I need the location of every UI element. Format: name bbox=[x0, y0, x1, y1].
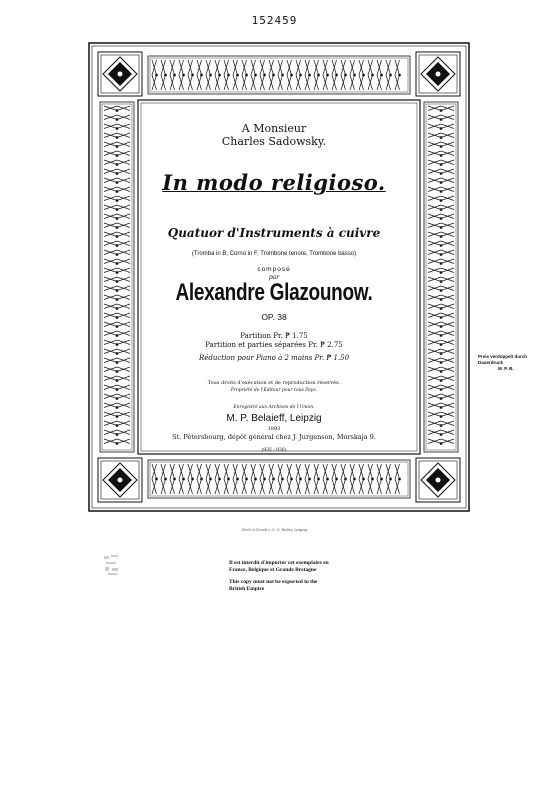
export-notice bbox=[229, 560, 449, 598]
opus-number: OP. 38 bbox=[261, 312, 287, 322]
compose-label: composé bbox=[257, 266, 291, 273]
registration-notice: Enregistré aux Archives de l'Union. bbox=[233, 405, 315, 410]
work-title: In modo religioso. bbox=[162, 170, 386, 195]
dedication-line-1: A Monsieur bbox=[241, 122, 307, 135]
notice-en-line-1: This copy must not be exported to the bbox=[229, 579, 318, 585]
title-panel bbox=[146, 108, 402, 460]
price-score: Partition Pr. ₱ 1.75 bbox=[240, 332, 308, 340]
dedication-line-2: Charles Sadowsky. bbox=[221, 135, 327, 148]
dedication bbox=[146, 122, 402, 148]
plate-number: (935 - 936) bbox=[261, 448, 287, 453]
rights-notice: Tous droits d'exécution et de reproduction réservés. bbox=[207, 380, 341, 386]
price-stamp-line-1: Preis verdoppelt durch Dauerdruck bbox=[478, 354, 528, 365]
price-stamp-line-2: M. P. B. bbox=[498, 366, 514, 371]
price-parts: Partition et parties séparées Pr. ₱ 2.75 bbox=[205, 341, 343, 349]
par-label: par bbox=[268, 274, 280, 281]
notice-en-line-2: British Empire bbox=[229, 586, 265, 592]
library-stamp-mark bbox=[102, 553, 128, 579]
property-notice: Propriété de l'Éditeur pour tous Pays. bbox=[230, 388, 318, 393]
publisher: M. P. Belaieff, Leipzig bbox=[226, 413, 322, 424]
work-subtitle: Quatuor d'Instruments à cuivre bbox=[167, 226, 381, 240]
notice-fr-line-2: France, Belgique et Grande Bretagne bbox=[229, 567, 317, 573]
composer-name: Alexandre Glazounow. bbox=[175, 280, 373, 307]
depot-address: St. Pétersbourg, dépôt général chez J. Jurgenson, Morskaja 9. bbox=[172, 433, 376, 441]
notice-fr-line-1: Il est interdit d'importer cet exemplaire en bbox=[229, 560, 329, 566]
price-stamp bbox=[478, 354, 549, 372]
instrumentation: (Tromba in B, Corno in F, Trombone tenore, Trombone basso) bbox=[191, 251, 357, 257]
publication-year: 1893 bbox=[267, 426, 281, 432]
printer-credit: Stich & Druck v. C. G. Röder, Leipzig bbox=[241, 528, 308, 532]
price-piano: Réduction pour Piano à 2 mains Pr. ₱ 1.50 bbox=[198, 354, 350, 362]
page-number: 152459 bbox=[251, 14, 298, 27]
